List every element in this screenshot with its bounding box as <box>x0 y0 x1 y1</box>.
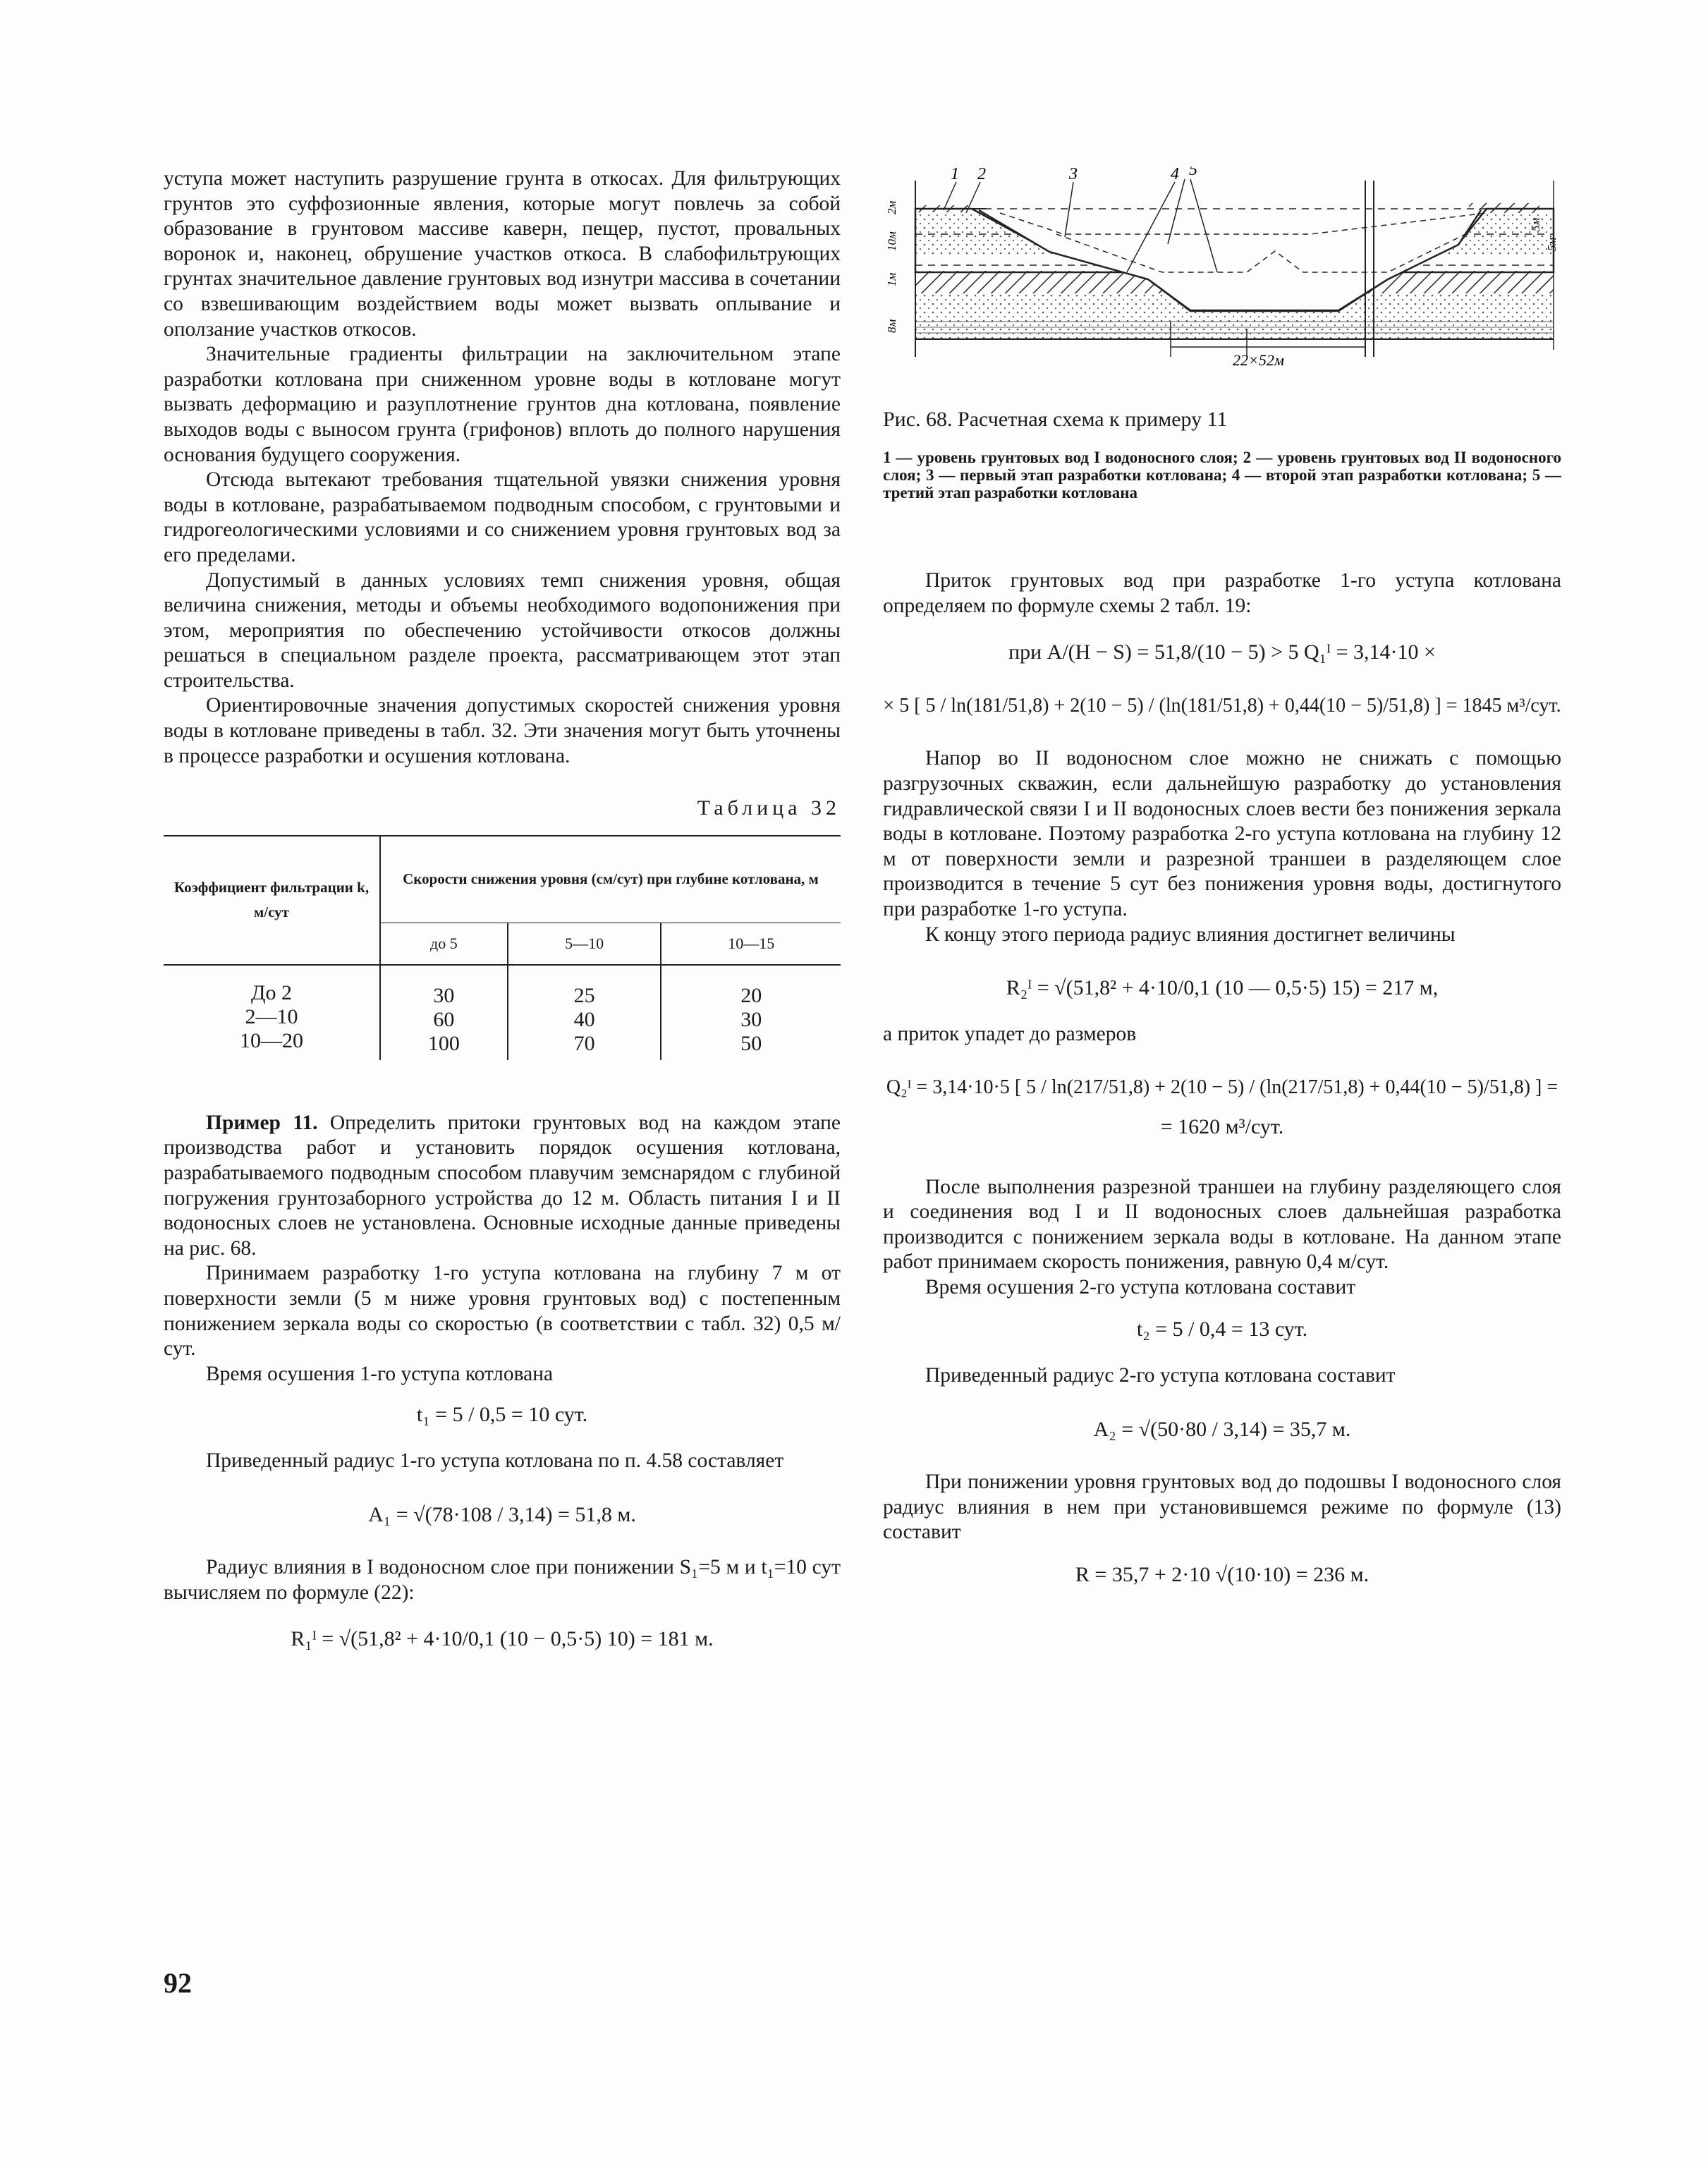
paragraph: При понижении уровня грунтовых вод до подошвы I водоносного слоя радиус влияния в нем при установившемся режиме по формуле (13) составит <box>883 1471 1561 1544</box>
paragraph: Приведенный радиус 1-го уступа котлована по п. 4.58 составляет <box>206 1449 784 1472</box>
equation: × 5 [ 5 / ln(181/51,8) + 2(10 − 5) / (ln(181/51,8) + 0,44(10 − 5)/51,8) ] = 1845 м³/сут. <box>883 694 1561 717</box>
dim-label: 2м <box>885 200 898 214</box>
paragraph: К концу этого периода радиус влияния достигнет величины <box>925 923 1456 946</box>
dim-label: 5м <box>1529 217 1542 231</box>
figure-label: 2 <box>977 166 986 183</box>
table-32 <box>164 835 841 1060</box>
paragraph: Напор во II водоносном слое можно не снижать с помощью разгрузочных скважин, если дальнейшую разработку до установления гидравлической связи I и II водоносных слоев вести без понижения зеркала воды в котловане. Поэтому разработка 2-го уступа котлована на глубину 12 м от поверхности земли и разрезной траншеи в разделяющем слое производится в течение 5 сут без понижения уровня воды, достигнутого при разработке 1-го уступа. <box>883 747 1561 920</box>
equation: t₁ = 5 / 0,5 = 10 сут. <box>416 1403 588 1427</box>
table-subheader: до 5 <box>380 923 508 965</box>
figure-label: 5 <box>1189 166 1197 179</box>
paragraph: уступа может наступить разрушение грунта в откосах. Для фильтрующих грунтов это суффозионные явления, которые могут повлечь за собой образование в грунтовом массиве каверн, пещер, пустот, провальных воронок и, наконец, обрушение участков откоса. В слабофильтрующих грунтах значительное давление грунтовых вод изнутри массива в сочетании со взвешивающим воздействием воды может вызвать оплывание и оползание участков откосов. <box>164 167 841 341</box>
dim-label: 10м <box>885 231 898 251</box>
table-cell: 20 30 50 <box>740 984 762 1056</box>
figure-label: 1 <box>951 166 959 183</box>
paragraph: Допустимый в данных условиях темп снижения уровня, общая величина снижения, методы и объемы необходимого водопонижения при этом, мероприятия по обеспечению устойчивости откосов должны решаться в специальном разделе проекта, рассматривающем этот этап строительства. <box>164 568 841 692</box>
equation: R = 35,7 + 2·10 √(10·10) = 236 м. <box>1075 1563 1370 1587</box>
right-column <box>883 568 1561 1588</box>
table-cell: 25 40 70 <box>508 965 661 1060</box>
paragraph: После выполнения разрезной траншеи на глубину разделяющего слоя и соединения вод I и II водоносных слоев дальнейшая разработка производится с понижением зеркала воды в котловане. На данном этапе работ принимаем скорость понижения, равную 0,4 м/сут. <box>883 1175 1561 1274</box>
equation: A₂ = √(50·80 / 3,14) = 35,7 м. <box>1093 1417 1351 1441</box>
figure-label: 3 <box>1069 166 1078 183</box>
example-label: Пример 11. <box>206 1111 318 1134</box>
paragraph: Значительные градиенты фильтрации на заключительном этапе разработки котлована при сниженном уровне воды в котловане могут вызвать деформацию и разуплотнение грунтов дна котлована, появление выходов воды с выносом грунта (грифонов) вплоть до полного нарушения основания будущего сооружения. <box>164 343 841 466</box>
paragraph: а приток упадет до размеров <box>883 1022 1137 1045</box>
table-subheader: 5—10 <box>508 923 661 965</box>
figure-legend: 1 — уровень грунтовых вод I водоносного слоя; 2 — уровень грунтовых вод II водоносного слоя; 3 — первый этап разработки котлована; 4 — второй этап разработки котлована; 5 — третий этап разработки котлована <box>883 449 1561 501</box>
table-header-k: Коэффициент фильтрации k, м/сут <box>164 836 380 965</box>
paragraph: Радиус влияния в I водоносном слое при понижении S₁=5 м и t₁=10 сут вычисляем по формуле (22): <box>164 1556 841 1604</box>
equation: A₁ = √(78·108 / 3,14) = 51,8 м. <box>368 1502 636 1526</box>
equation: t₂ = 5 / 0,4 = 13 сут. <box>1136 1318 1308 1341</box>
width-label: 22×52м <box>1233 351 1284 369</box>
equation: = 1620 м³/сут. <box>1160 1114 1284 1138</box>
paragraph: Ориентировочные значения допустимых скоростей снижения уровня воды в котловане приведены в табл. 32. Эти значения могут быть уточнены в процессе разработки и осушения котлована. <box>164 694 841 767</box>
paragraph: Принимаем разработку 1-го уступа котлована на глубину 7 м от поверхности земли (5 м ниже уровня грунтовых вод) с постепенным понижением зеркала воды со скоростью (в соответствии с табл. 32) 0,5 м/сут. <box>164 1262 841 1361</box>
dim-label: 1м <box>885 272 898 286</box>
table-cell: 30 60 100 <box>380 965 508 1060</box>
paragraph: Приток грунтовых вод при разработке 1-го уступа котлована определяем по формуле схемы 2 табл. 19: <box>883 569 1561 617</box>
paragraph: Отсюда вытекают требования тщательной увязки снижения уровня воды в котловане, разрабатываемом подводным способом, с грунтовыми и гидрогеологическими условиями и со снижением уровня грунтовых вод за его пределами. <box>164 468 841 566</box>
paragraph: Приведенный радиус 2-го уступа котлована составит <box>925 1364 1396 1387</box>
paragraph: Пример 11. Определить притоки грунтовых вод на каждом этапе производства работ и установить порядок осушения котлована, разрабатываемого подводным способом плавучим земснарядом с глубиной погружения грунтозаборного устройства до 12 м. Область питания I и II водоносных слоев не установлена. Основные исходные данные приведены на рис. 68. <box>164 1111 841 1260</box>
page-number: 92 <box>164 1967 192 1999</box>
equation: Q₂ᴵ = 3,14·10·5 [ 5 / ln(217/51,8) + 2(10 − 5) / (ln(217/51,8) + 0,44(10 − 5)/51,8) ] = <box>886 1076 1558 1099</box>
figure-68 <box>880 166 1563 392</box>
paragraph: Время осушения 2-го уступа котлована составит <box>925 1275 1356 1298</box>
cross-section-diagram <box>880 166 1563 392</box>
figure-caption-block <box>883 408 1561 501</box>
table-caption: Таблица 32 <box>697 796 841 820</box>
figure-caption: Рис. 68. Расчетная схема к примеру 11 <box>883 408 1228 431</box>
table-cell: До 2 2—10 10—20 <box>164 965 380 1060</box>
paragraph: Время осушения 1-го уступа котлована <box>206 1362 554 1385</box>
equation: при A/(H − S) = 51,8/(10 − 5) > 5 Q₁ᴵ = 3,14·10 × <box>1008 640 1436 664</box>
figure-label: 4 <box>1171 166 1179 183</box>
left-column <box>164 166 841 1652</box>
table-subheader: 10—15 <box>661 923 841 965</box>
dim-label: 8м <box>885 319 898 333</box>
dim-label: 5м <box>1545 237 1558 251</box>
equation: R₁ᴵ = √(51,8² + 4·10/0,1 (10 − 0,5·5) 10) = 181 м. <box>291 1627 714 1651</box>
table-header-speed: Скорости снижения уровня (см/сут) при глубине котлована, м <box>380 836 841 923</box>
equation: R₂ᴵ = √(51,8² + 4·10/0,1 (10 — 0,5·5) 15) = 217 м, <box>1006 976 1439 1000</box>
